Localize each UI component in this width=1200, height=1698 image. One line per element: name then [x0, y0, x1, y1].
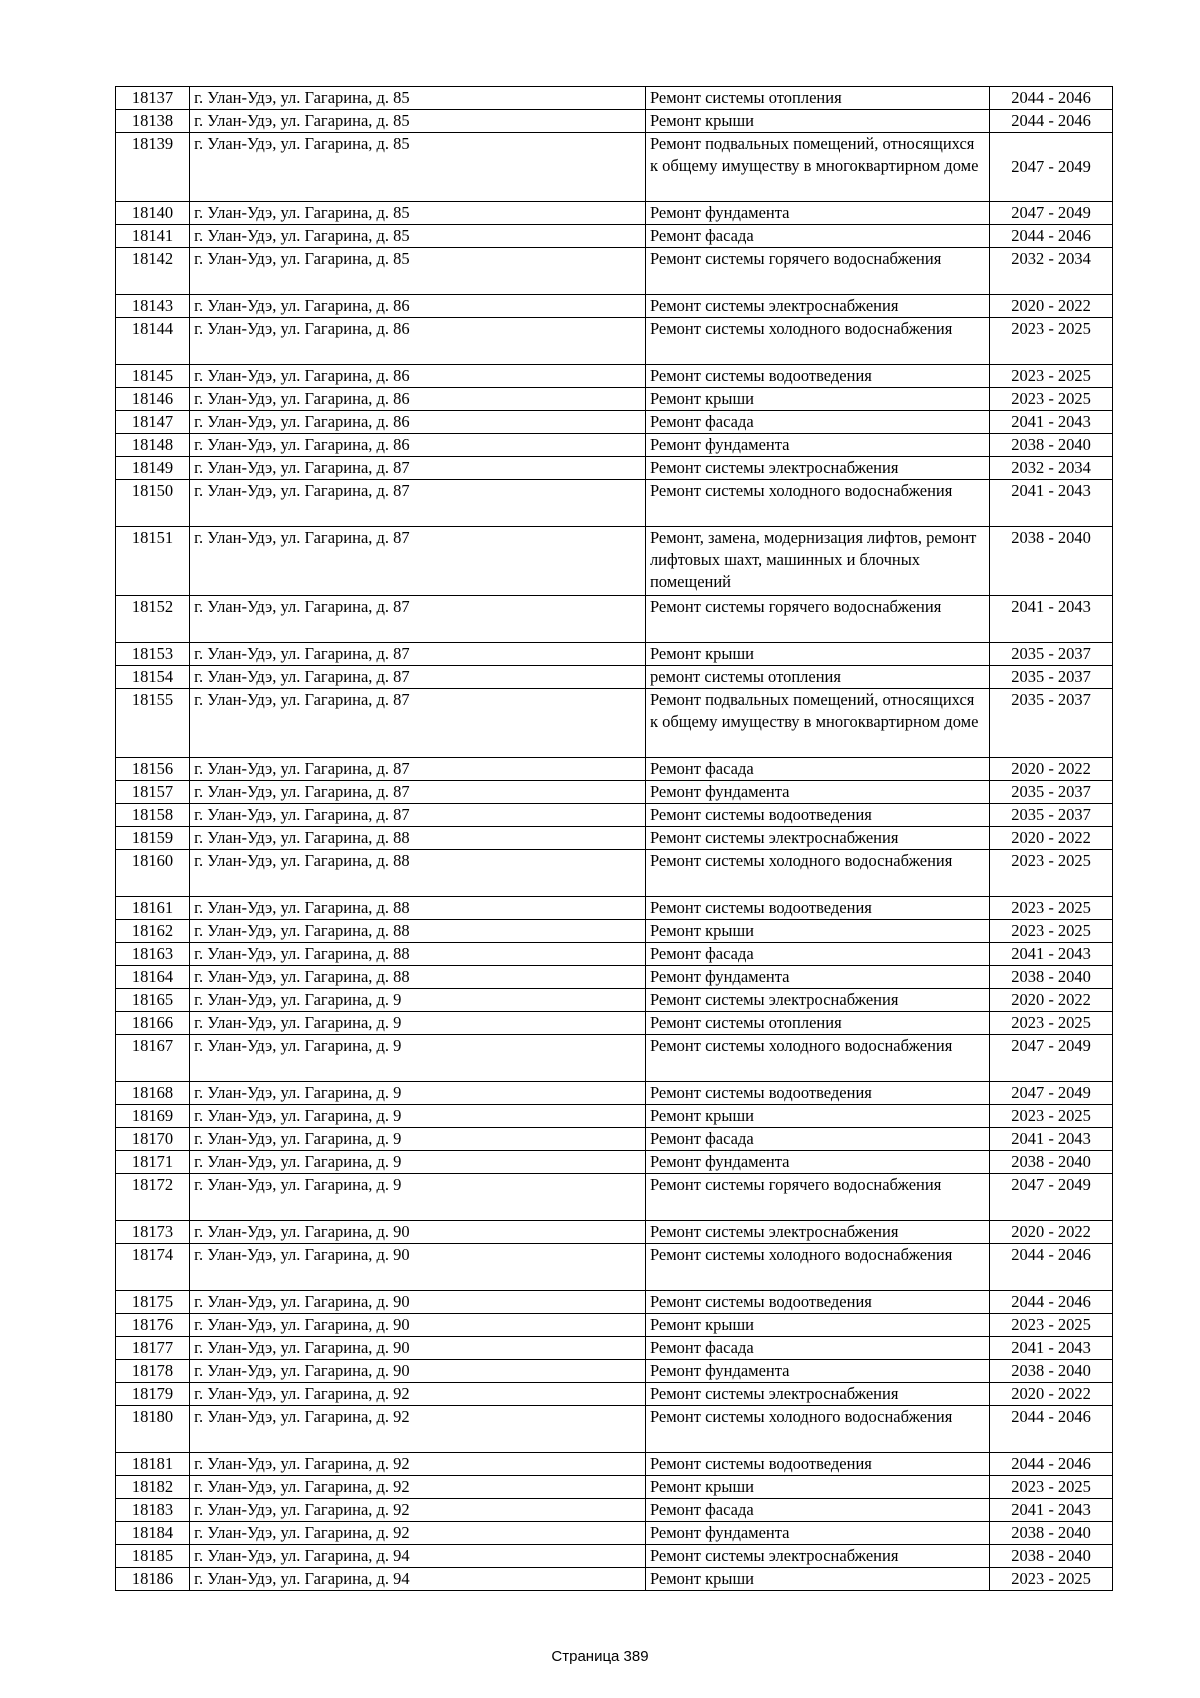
period-cell: 2020 - 2022 — [990, 1221, 1113, 1244]
work-type-cell: Ремонт фасада — [645, 758, 989, 781]
row-number-cell: 18142 — [116, 248, 190, 295]
period-cell: 2047 - 2049 — [990, 133, 1113, 202]
row-number-cell: 18143 — [116, 295, 190, 318]
address-cell: г. Улан-Удэ, ул. Гагарина, д. 86 — [190, 388, 646, 411]
address-cell: г. Улан-Удэ, ул. Гагарина, д. 92 — [190, 1499, 646, 1522]
row-number-cell: 18149 — [116, 457, 190, 480]
row-number-cell: 18173 — [116, 1221, 190, 1244]
row-number-cell: 18183 — [116, 1499, 190, 1522]
table-row — [116, 1221, 1113, 1244]
row-number-cell: 18162 — [116, 920, 190, 943]
work-type-cell: Ремонт системы водоотведения — [645, 897, 989, 920]
period-cell: 2023 - 2025 — [990, 1568, 1113, 1591]
work-type-cell: Ремонт системы электроснабжения — [645, 295, 989, 318]
row-number-cell: 18182 — [116, 1476, 190, 1499]
address-cell: г. Улан-Удэ, ул. Гагарина, д. 92 — [190, 1406, 646, 1453]
table-row — [116, 850, 1113, 897]
address-cell: г. Улан-Удэ, ул. Гагарина, д. 85 — [190, 225, 646, 248]
work-type-cell: Ремонт крыши — [645, 110, 989, 133]
table-row — [116, 804, 1113, 827]
work-type-cell: Ремонт системы отопления — [645, 87, 989, 110]
row-number-cell: 18140 — [116, 202, 190, 225]
work-type-cell: Ремонт фундамента — [645, 202, 989, 225]
period-cell: 2023 - 2025 — [990, 850, 1113, 897]
address-cell: г. Улан-Удэ, ул. Гагарина, д. 87 — [190, 689, 646, 758]
period-cell: 2044 - 2046 — [990, 87, 1113, 110]
table-row — [116, 758, 1113, 781]
address-cell: г. Улан-Удэ, ул. Гагарина, д. 87 — [190, 480, 646, 527]
address-cell: г. Улан-Удэ, ул. Гагарина, д. 88 — [190, 966, 646, 989]
table-row — [116, 411, 1113, 434]
table-row — [116, 457, 1113, 480]
table-row — [116, 827, 1113, 850]
work-type-cell: Ремонт крыши — [645, 1476, 989, 1499]
address-cell: г. Улан-Удэ, ул. Гагарина, д. 9 — [190, 989, 646, 1012]
row-number-cell: 18141 — [116, 225, 190, 248]
table-row — [116, 388, 1113, 411]
work-type-cell: Ремонт фундамента — [645, 1151, 989, 1174]
table-row — [116, 87, 1113, 110]
period-cell: 2038 - 2040 — [990, 1360, 1113, 1383]
table-row — [116, 689, 1113, 758]
address-cell: г. Улан-Удэ, ул. Гагарина, д. 86 — [190, 295, 646, 318]
table-row — [116, 1082, 1113, 1105]
address-cell: г. Улан-Удэ, ул. Гагарина, д. 85 — [190, 202, 646, 225]
table-row — [116, 434, 1113, 457]
period-cell: 2032 - 2034 — [990, 248, 1113, 295]
row-number-cell: 18152 — [116, 596, 190, 643]
period-cell: 2020 - 2022 — [990, 295, 1113, 318]
table-row — [116, 248, 1113, 295]
period-cell: 2041 - 2043 — [990, 943, 1113, 966]
work-type-cell: ремонт системы отопления — [645, 666, 989, 689]
work-type-cell: Ремонт крыши — [645, 643, 989, 666]
period-cell: 2023 - 2025 — [990, 1012, 1113, 1035]
work-type-cell: Ремонт крыши — [645, 1568, 989, 1591]
repair-schedule-table — [115, 86, 1113, 1591]
row-number-cell: 18177 — [116, 1337, 190, 1360]
row-number-cell: 18161 — [116, 897, 190, 920]
row-number-cell: 18155 — [116, 689, 190, 758]
period-cell: 2047 - 2049 — [990, 1082, 1113, 1105]
work-type-cell: Ремонт фасада — [645, 225, 989, 248]
period-cell: 2047 - 2049 — [990, 202, 1113, 225]
row-number-cell: 18166 — [116, 1012, 190, 1035]
row-number-cell: 18174 — [116, 1244, 190, 1291]
period-cell: 2038 - 2040 — [990, 434, 1113, 457]
work-type-cell: Ремонт фасада — [645, 1499, 989, 1522]
address-cell: г. Улан-Удэ, ул. Гагарина, д. 86 — [190, 434, 646, 457]
address-cell: г. Улан-Удэ, ул. Гагарина, д. 9 — [190, 1035, 646, 1082]
table-row — [116, 1453, 1113, 1476]
period-cell: 2047 - 2049 — [990, 1035, 1113, 1082]
table-row — [116, 318, 1113, 365]
row-number-cell: 18168 — [116, 1082, 190, 1105]
work-type-cell: Ремонт системы электроснабжения — [645, 1221, 989, 1244]
period-cell: 2023 - 2025 — [990, 318, 1113, 365]
period-cell: 2044 - 2046 — [990, 1244, 1113, 1291]
row-number-cell: 18137 — [116, 87, 190, 110]
address-cell: г. Улан-Удэ, ул. Гагарина, д. 87 — [190, 596, 646, 643]
period-cell: 2041 - 2043 — [990, 480, 1113, 527]
address-cell: г. Улан-Удэ, ул. Гагарина, д. 87 — [190, 804, 646, 827]
work-type-cell: Ремонт системы горячего водоснабжения — [645, 596, 989, 643]
row-number-cell: 18139 — [116, 133, 190, 202]
row-number-cell: 18176 — [116, 1314, 190, 1337]
period-cell: 2041 - 2043 — [990, 1337, 1113, 1360]
work-type-cell: Ремонт фундамента — [645, 1360, 989, 1383]
address-cell: г. Улан-Удэ, ул. Гагарина, д. 9 — [190, 1174, 646, 1221]
work-type-cell: Ремонт крыши — [645, 388, 989, 411]
address-cell: г. Улан-Удэ, ул. Гагарина, д. 87 — [190, 527, 646, 596]
page-number: Страница 389 — [551, 1648, 649, 1665]
address-cell: г. Улан-Удэ, ул. Гагарина, д. 92 — [190, 1476, 646, 1499]
row-number-cell: 18172 — [116, 1174, 190, 1221]
work-type-cell: Ремонт системы холодного водоснабжения — [645, 480, 989, 527]
table-row — [116, 1499, 1113, 1522]
table-row — [116, 1128, 1113, 1151]
address-cell: г. Улан-Удэ, ул. Гагарина, д. 90 — [190, 1337, 646, 1360]
period-cell: 2044 - 2046 — [990, 1453, 1113, 1476]
work-type-cell: Ремонт фундамента — [645, 966, 989, 989]
address-cell: г. Улан-Удэ, ул. Гагарина, д. 87 — [190, 457, 646, 480]
table-row — [116, 365, 1113, 388]
row-number-cell: 18184 — [116, 1522, 190, 1545]
table-row — [116, 225, 1113, 248]
address-cell: г. Улан-Удэ, ул. Гагарина, д. 9 — [190, 1151, 646, 1174]
work-type-cell: Ремонт системы холодного водоснабжения — [645, 318, 989, 365]
row-number-cell: 18150 — [116, 480, 190, 527]
period-cell: 2038 - 2040 — [990, 1151, 1113, 1174]
work-type-cell: Ремонт системы горячего водоснабжения — [645, 1174, 989, 1221]
row-number-cell: 18164 — [116, 966, 190, 989]
period-cell: 2038 - 2040 — [990, 527, 1113, 596]
address-cell: г. Улан-Удэ, ул. Гагарина, д. 87 — [190, 758, 646, 781]
row-number-cell: 18138 — [116, 110, 190, 133]
address-cell: г. Улан-Удэ, ул. Гагарина, д. 85 — [190, 110, 646, 133]
table-row — [116, 1383, 1113, 1406]
work-type-cell: Ремонт системы холодного водоснабжения — [645, 1406, 989, 1453]
work-type-cell: Ремонт системы отопления — [645, 1012, 989, 1035]
table-row — [116, 1174, 1113, 1221]
period-cell: 2041 - 2043 — [990, 1499, 1113, 1522]
row-number-cell: 18157 — [116, 781, 190, 804]
work-type-cell: Ремонт системы холодного водоснабжения — [645, 1244, 989, 1291]
table-row — [116, 133, 1113, 202]
table-body — [116, 87, 1113, 1591]
work-type-cell: Ремонт крыши — [645, 920, 989, 943]
row-number-cell: 18146 — [116, 388, 190, 411]
address-cell: г. Улан-Удэ, ул. Гагарина, д. 90 — [190, 1244, 646, 1291]
period-cell: 2044 - 2046 — [990, 1291, 1113, 1314]
period-cell: 2023 - 2025 — [990, 365, 1113, 388]
address-cell: г. Улан-Удэ, ул. Гагарина, д. 92 — [190, 1383, 646, 1406]
table-row — [116, 1522, 1113, 1545]
work-type-cell: Ремонт фундамента — [645, 781, 989, 804]
row-number-cell: 18167 — [116, 1035, 190, 1082]
table-row — [116, 1151, 1113, 1174]
work-type-cell: Ремонт системы водоотведения — [645, 1291, 989, 1314]
row-number-cell: 18178 — [116, 1360, 190, 1383]
address-cell: г. Улан-Удэ, ул. Гагарина, д. 90 — [190, 1314, 646, 1337]
address-cell: г. Улан-Удэ, ул. Гагарина, д. 86 — [190, 365, 646, 388]
row-number-cell: 18165 — [116, 989, 190, 1012]
table-row — [116, 202, 1113, 225]
address-cell: г. Улан-Удэ, ул. Гагарина, д. 88 — [190, 827, 646, 850]
table-row — [116, 1291, 1113, 1314]
row-number-cell: 18175 — [116, 1291, 190, 1314]
work-type-cell: Ремонт фундамента — [645, 434, 989, 457]
work-type-cell: Ремонт системы электроснабжения — [645, 457, 989, 480]
period-cell: 2032 - 2034 — [990, 457, 1113, 480]
table-row — [116, 920, 1113, 943]
address-cell: г. Улан-Удэ, ул. Гагарина, д. 94 — [190, 1545, 646, 1568]
period-cell: 2020 - 2022 — [990, 758, 1113, 781]
table-row — [116, 1035, 1113, 1082]
row-number-cell: 18171 — [116, 1151, 190, 1174]
table-row — [116, 1244, 1113, 1291]
address-cell: г. Улан-Удэ, ул. Гагарина, д. 90 — [190, 1221, 646, 1244]
address-cell: г. Улан-Удэ, ул. Гагарина, д. 90 — [190, 1291, 646, 1314]
table-row — [116, 1568, 1113, 1591]
table-row — [116, 1406, 1113, 1453]
period-cell: 2020 - 2022 — [990, 827, 1113, 850]
work-type-cell: Ремонт системы электроснабжения — [645, 1383, 989, 1406]
work-type-cell: Ремонт системы горячего водоснабжения — [645, 248, 989, 295]
work-type-cell: Ремонт системы электроснабжения — [645, 989, 989, 1012]
table-row — [116, 1545, 1113, 1568]
address-cell: г. Улан-Удэ, ул. Гагарина, д. 94 — [190, 1568, 646, 1591]
period-cell: 2023 - 2025 — [990, 1476, 1113, 1499]
work-type-cell: Ремонт системы водоотведения — [645, 1453, 989, 1476]
row-number-cell: 18144 — [116, 318, 190, 365]
row-number-cell: 18163 — [116, 943, 190, 966]
row-number-cell: 18185 — [116, 1545, 190, 1568]
table-row — [116, 110, 1113, 133]
period-cell: 2020 - 2022 — [990, 989, 1113, 1012]
row-number-cell: 18153 — [116, 643, 190, 666]
row-number-cell: 18159 — [116, 827, 190, 850]
row-number-cell: 18169 — [116, 1105, 190, 1128]
period-cell: 2035 - 2037 — [990, 781, 1113, 804]
table-row — [116, 480, 1113, 527]
row-number-cell: 18154 — [116, 666, 190, 689]
table-row — [116, 1105, 1113, 1128]
period-cell: 2047 - 2049 — [990, 1174, 1113, 1221]
table-row — [116, 1337, 1113, 1360]
period-cell: 2044 - 2046 — [990, 1406, 1113, 1453]
period-cell: 2023 - 2025 — [990, 388, 1113, 411]
address-cell: г. Улан-Удэ, ул. Гагарина, д. 85 — [190, 248, 646, 295]
row-number-cell: 18180 — [116, 1406, 190, 1453]
table-row — [116, 1476, 1113, 1499]
work-type-cell: Ремонт крыши — [645, 1314, 989, 1337]
work-type-cell: Ремонт подвальных помещений, относящихся к общему имуществу в многоквартирном доме — [645, 133, 989, 202]
period-cell: 2041 - 2043 — [990, 596, 1113, 643]
address-cell: г. Улан-Удэ, ул. Гагарина, д. 88 — [190, 920, 646, 943]
period-cell: 2023 - 2025 — [990, 897, 1113, 920]
work-type-cell: Ремонт системы электроснабжения — [645, 827, 989, 850]
period-cell: 2035 - 2037 — [990, 804, 1113, 827]
address-cell: г. Улан-Удэ, ул. Гагарина, д. 88 — [190, 850, 646, 897]
address-cell: г. Улан-Удэ, ул. Гагарина, д. 92 — [190, 1522, 646, 1545]
period-cell: 2035 - 2037 — [990, 666, 1113, 689]
period-cell: 2041 - 2043 — [990, 1128, 1113, 1151]
table-row — [116, 596, 1113, 643]
row-number-cell: 18158 — [116, 804, 190, 827]
row-number-cell: 18156 — [116, 758, 190, 781]
address-cell: г. Улан-Удэ, ул. Гагарина, д. 88 — [190, 897, 646, 920]
row-number-cell: 18148 — [116, 434, 190, 457]
period-cell: 2035 - 2037 — [990, 643, 1113, 666]
address-cell: г. Улан-Удэ, ул. Гагарина, д. 87 — [190, 666, 646, 689]
table-row — [116, 897, 1113, 920]
table-row — [116, 295, 1113, 318]
address-cell: г. Улан-Удэ, ул. Гагарина, д. 85 — [190, 133, 646, 202]
table-row — [116, 943, 1113, 966]
work-type-cell: Ремонт системы водоотведения — [645, 365, 989, 388]
work-type-cell: Ремонт фасада — [645, 1128, 989, 1151]
period-cell: 2044 - 2046 — [990, 225, 1113, 248]
address-cell: г. Улан-Удэ, ул. Гагарина, д. 87 — [190, 781, 646, 804]
period-cell: 2038 - 2040 — [990, 1522, 1113, 1545]
table-row — [116, 527, 1113, 596]
row-number-cell: 18145 — [116, 365, 190, 388]
period-cell: 2038 - 2040 — [990, 966, 1113, 989]
address-cell: г. Улан-Удэ, ул. Гагарина, д. 87 — [190, 643, 646, 666]
period-cell: 2044 - 2046 — [990, 110, 1113, 133]
row-number-cell: 18179 — [116, 1383, 190, 1406]
address-cell: г. Улан-Удэ, ул. Гагарина, д. 9 — [190, 1082, 646, 1105]
work-type-cell: Ремонт системы электроснабжения — [645, 1545, 989, 1568]
work-type-cell: Ремонт фасада — [645, 1337, 989, 1360]
work-type-cell: Ремонт крыши — [645, 1105, 989, 1128]
table-row — [116, 966, 1113, 989]
period-cell: 2035 - 2037 — [990, 689, 1113, 758]
row-number-cell: 18186 — [116, 1568, 190, 1591]
address-cell: г. Улан-Удэ, ул. Гагарина, д. 9 — [190, 1105, 646, 1128]
address-cell: г. Улан-Удэ, ул. Гагарина, д. 9 — [190, 1012, 646, 1035]
address-cell: г. Улан-Удэ, ул. Гагарина, д. 86 — [190, 411, 646, 434]
table-row — [116, 1360, 1113, 1383]
work-type-cell: Ремонт фасада — [645, 943, 989, 966]
work-type-cell: Ремонт системы водоотведения — [645, 804, 989, 827]
row-number-cell: 18147 — [116, 411, 190, 434]
table-row — [116, 1314, 1113, 1337]
work-type-cell: Ремонт фасада — [645, 411, 989, 434]
address-cell: г. Улан-Удэ, ул. Гагарина, д. 9 — [190, 1128, 646, 1151]
address-cell: г. Улан-Удэ, ул. Гагарина, д. 90 — [190, 1360, 646, 1383]
work-type-cell: Ремонт, замена, модернизация лифтов, ремонт лифтовых шахт, машинных и блочных помещений — [645, 527, 989, 596]
table-row — [116, 666, 1113, 689]
row-number-cell: 18170 — [116, 1128, 190, 1151]
work-type-cell: Ремонт системы холодного водоснабжения — [645, 1035, 989, 1082]
period-cell: 2023 - 2025 — [990, 1105, 1113, 1128]
address-cell: г. Улан-Удэ, ул. Гагарина, д. 86 — [190, 318, 646, 365]
work-type-cell: Ремонт системы холодного водоснабжения — [645, 850, 989, 897]
address-cell: г. Улан-Удэ, ул. Гагарина, д. 92 — [190, 1453, 646, 1476]
work-type-cell: Ремонт фундамента — [645, 1522, 989, 1545]
table-row — [116, 643, 1113, 666]
work-type-cell: Ремонт подвальных помещений, относящихся к общему имуществу в многоквартирном доме — [645, 689, 989, 758]
address-cell: г. Улан-Удэ, ул. Гагарина, д. 88 — [190, 943, 646, 966]
row-number-cell: 18160 — [116, 850, 190, 897]
row-number-cell: 18181 — [116, 1453, 190, 1476]
work-type-cell: Ремонт системы водоотведения — [645, 1082, 989, 1105]
period-cell: 2020 - 2022 — [990, 1383, 1113, 1406]
table-row — [116, 989, 1113, 1012]
row-number-cell: 18151 — [116, 527, 190, 596]
period-cell: 2041 - 2043 — [990, 411, 1113, 434]
address-cell: г. Улан-Удэ, ул. Гагарина, д. 85 — [190, 87, 646, 110]
table-row — [116, 1012, 1113, 1035]
table-row — [116, 781, 1113, 804]
period-cell: 2023 - 2025 — [990, 1314, 1113, 1337]
period-cell: 2023 - 2025 — [990, 920, 1113, 943]
period-cell: 2038 - 2040 — [990, 1545, 1113, 1568]
